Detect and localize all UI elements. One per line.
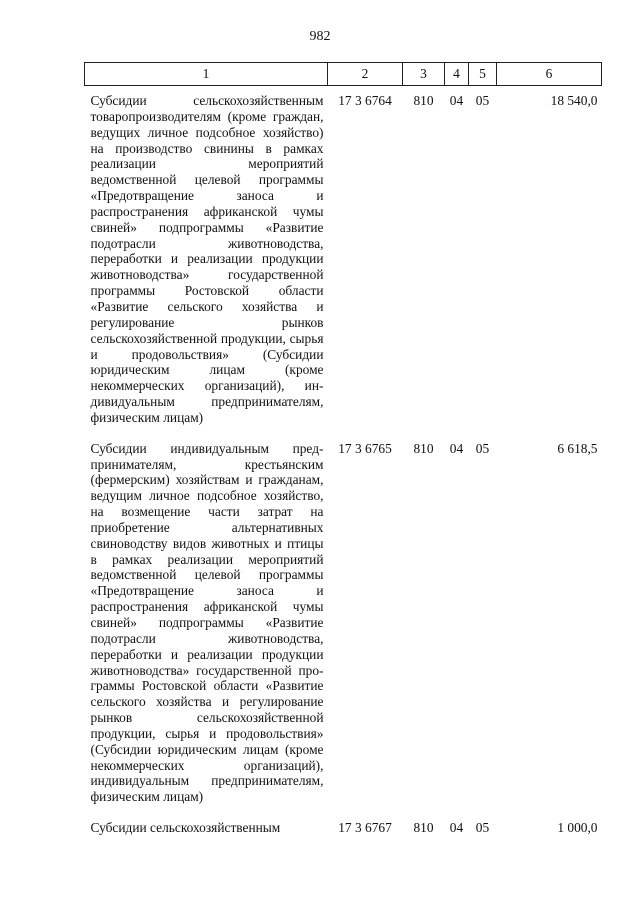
row-section: 04	[449, 820, 464, 836]
table-row	[85, 434, 602, 813]
budget-table	[84, 62, 602, 836]
row-amount: 18 540,0	[550, 93, 598, 108]
column-header-1: 1	[85, 63, 328, 86]
table-row	[85, 86, 602, 434]
row-section: 04	[449, 93, 464, 108]
column-header-3: 3	[403, 63, 445, 86]
row-subsection: 05	[475, 440, 490, 456]
row-target-article: 17 3 6764	[338, 93, 392, 108]
row-target-article: 17 3 6765	[338, 440, 392, 456]
row-target-article: 17 3 6767	[338, 820, 392, 836]
row-section: 04	[449, 440, 464, 456]
row-expense-type: 810	[413, 440, 434, 456]
row-amount: 1 000,0	[557, 820, 598, 836]
table-row	[85, 813, 602, 836]
row-description: Субсидии сельскохозяйственным	[90, 820, 281, 836]
row-expense-type: 810	[413, 820, 434, 836]
column-header-5: 5	[469, 63, 497, 86]
table-body	[85, 86, 602, 836]
column-header-6: 6	[497, 63, 602, 86]
page-number: 982	[309, 29, 331, 44]
row-description: Субсидии индивидуальным предпринимателям, крестьянским (фермерским) хозяйствам и гражданам, ведущим личное подсобное хозяйство, на возмещение части затрат на приобретение альтернативных свиноводству видов животных и птицы в рамках реализации мероприятий ведомственной целевой программы «Предотвращение заноса и распространения африканской чумы свиней» подпрограммы «Развитие подотрасли животноводства, переработки и реализации продукции животноводства» государственной программы Ростовской области «Развитие сельского хозяйства и регулирование рынков сельскохозяйственной продукции, сырья и продовольствия» (Субсидии юридическим лицам (кроме некоммерческих организаций), индивидуальным предпринимателям, физическим лицам)	[90, 440, 324, 805]
row-expense-type: 810	[413, 93, 434, 108]
row-subsection: 05	[475, 820, 490, 836]
table-header	[85, 63, 602, 86]
row-description: Субсидии сельскохозяйственным товаропроизводителям (кроме граждан, ведущих личное подсобное хозяйство) на производство свинины в рамках реализации мероприятий ведомственной целевой программы «Предотвращение заноса и распространения африканской чумы свиней» подпрограммы «Развитие подотрасли животноводства, переработки и реализации продукции животноводства» государственной программы Ростовской области «Развитие сельского хозяйства и регулирование рынков сельскохозяйственной продукции, сырья и продовольствия» (Субсидии юридическим лицам (кроме некоммерческих организаций), индивидуальным предпринимателям, физическим лицам)	[90, 93, 324, 425]
column-header-4: 4	[445, 63, 469, 86]
header-row	[85, 63, 602, 86]
row-amount: 6 618,5	[557, 440, 598, 456]
row-subsection: 05	[475, 93, 490, 108]
column-header-2: 2	[328, 63, 403, 86]
